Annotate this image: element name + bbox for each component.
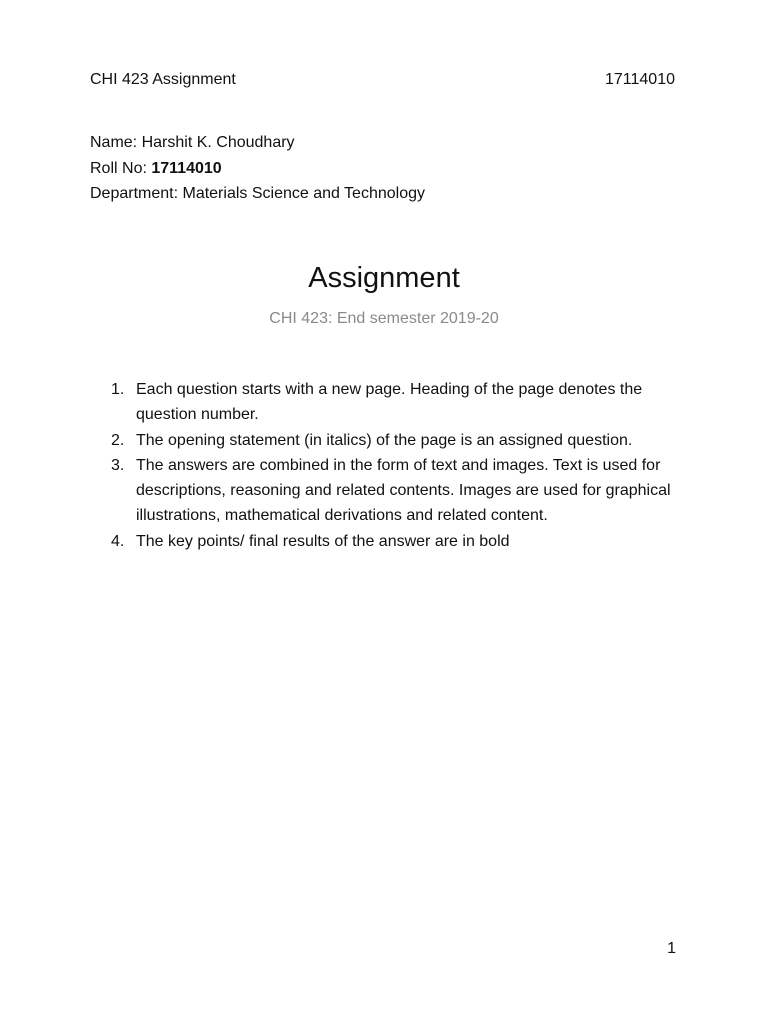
name-value: Harshit K. Choudhary (141, 134, 295, 151)
item-number: 3. (111, 456, 125, 474)
roll-line (90, 156, 425, 182)
item-text: The answers are combined in the form of text and images. Text is used for descriptions, reasoning and related contents. Images are used for graphical illustrations, mathematical derivations and related content. (136, 456, 671, 525)
department-value: Materials Science and Technology (182, 185, 425, 202)
list-item (111, 453, 676, 529)
name-line (90, 130, 425, 156)
roll-label: Roll No: (90, 159, 152, 177)
list-item (111, 428, 676, 453)
item-text: The key points/ final results of the answer are in bold (136, 532, 510, 550)
department-label: Department: (90, 185, 183, 202)
page-title: Assignment (308, 262, 460, 294)
roll-value: 17114010 (151, 159, 222, 177)
item-number: 4. (111, 532, 125, 550)
page-number: 1 (667, 940, 676, 957)
list-item (111, 529, 676, 554)
header-roll-number: 17114010 (605, 71, 675, 88)
item-number: 2. (111, 431, 125, 449)
department-line (90, 181, 425, 207)
list-item (111, 377, 676, 428)
header-course-title: CHI 423 Assignment (90, 71, 236, 88)
page-subtitle: CHI 423: End semester 2019-20 (269, 310, 499, 327)
item-text: The opening statement (in italics) of the page is an assigned question. (136, 431, 633, 449)
item-text: Each question starts with a new page. Heading of the page denotes the question number. (136, 381, 643, 424)
name-label: Name: (90, 134, 142, 151)
item-number: 1. (111, 381, 125, 398)
student-info (90, 130, 425, 207)
instructions-list (111, 377, 676, 554)
